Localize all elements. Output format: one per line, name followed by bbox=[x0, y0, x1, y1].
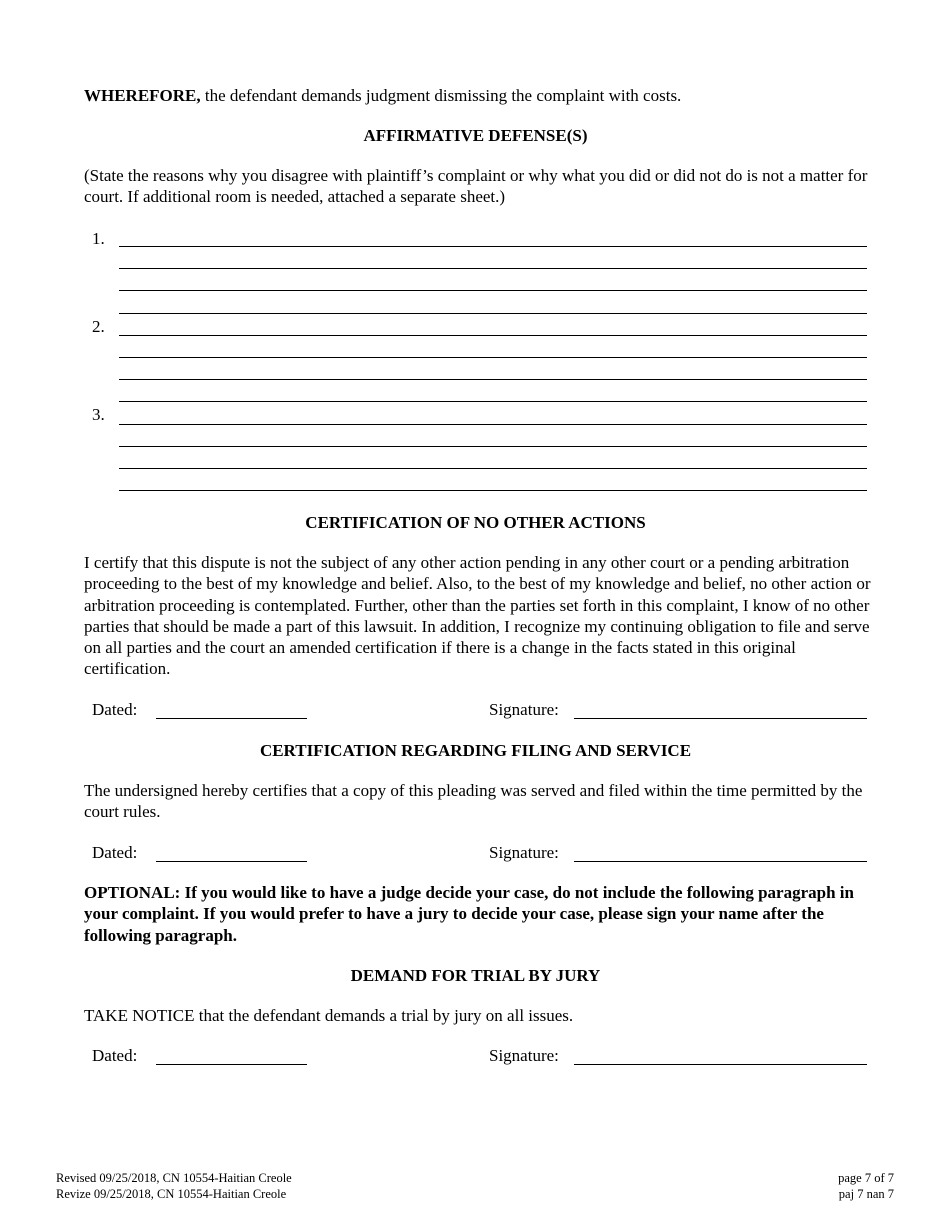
signature-label: Signature: bbox=[489, 843, 559, 862]
defense-2-line-4[interactable] bbox=[119, 401, 867, 402]
signature-row-3 bbox=[84, 1045, 867, 1069]
defense-3-line-4[interactable] bbox=[119, 490, 867, 491]
signature-row-1 bbox=[84, 699, 867, 723]
dated-label: Dated: bbox=[92, 700, 138, 719]
no-other-actions-heading: CERTIFICATION OF NO OTHER ACTIONS bbox=[305, 513, 646, 532]
defense-number-1: 1. bbox=[92, 229, 105, 248]
defense-2-line-3[interactable] bbox=[119, 379, 867, 380]
signature-label: Signature: bbox=[489, 1046, 559, 1065]
wherefore-lead: WHEREFORE, bbox=[84, 86, 201, 105]
jury-demand-body: TAKE NOTICE that the defendant demands a trial by jury on all issues. bbox=[84, 1006, 574, 1025]
footer-page-number bbox=[838, 1171, 894, 1202]
signature-label: Signature: bbox=[489, 700, 559, 719]
affirmative-defenses-heading: AFFIRMATIVE DEFENSE(S) bbox=[363, 126, 588, 145]
defense-3-line-1[interactable] bbox=[119, 424, 867, 425]
signature-row-2 bbox=[84, 842, 867, 866]
signature-field[interactable] bbox=[574, 1064, 867, 1065]
defense-3-line-2[interactable] bbox=[119, 446, 867, 447]
defense-2-line-1[interactable] bbox=[119, 335, 867, 336]
jury-demand-heading: DEMAND FOR TRIAL BY JURY bbox=[350, 966, 601, 985]
filing-service-heading: CERTIFICATION REGARDING FILING AND SERVICE bbox=[259, 741, 692, 760]
defense-3-line-3[interactable] bbox=[119, 468, 867, 469]
defense-number-3: 3. bbox=[92, 405, 105, 424]
defense-1-line-1[interactable] bbox=[119, 246, 867, 247]
signature-field[interactable] bbox=[574, 861, 867, 862]
dated-label: Dated: bbox=[92, 1046, 138, 1065]
no-other-actions-body: I certify that this dispute is not the subject of any other action pending in any other court or a pending arbitration proceeding to the best of my knowledge and belief. Also, to the best of my knowledge and belief, no other action or arbitration proceeding is contemplated. Further, other than the parties set forth in this complaint, I know of no other parties that should be made a part of this lawsuit. In addition, I recognize my continuing obligation to file and serve on all parties and the court an amended certification if there is a change in the facts stated in this original certification. bbox=[84, 553, 871, 679]
dated-field[interactable] bbox=[156, 1064, 307, 1065]
footer-revised-creole: Revize 09/25/2018, CN 10554-Haitian Creole bbox=[56, 1186, 287, 1201]
defense-1-line-3[interactable] bbox=[119, 290, 867, 291]
signature-field[interactable] bbox=[574, 718, 867, 719]
page-number-english: page 7 of 7 bbox=[838, 1171, 894, 1185]
dated-field[interactable] bbox=[156, 861, 307, 862]
dated-label: Dated: bbox=[92, 843, 138, 862]
page-number-creole: paj 7 nan 7 bbox=[838, 1186, 894, 1201]
wherefore-text: the defendant demands judgment dismissing the complaint with costs. bbox=[200, 86, 682, 105]
footer-revision bbox=[56, 1171, 292, 1202]
dated-field[interactable] bbox=[156, 718, 307, 719]
optional-jury-note: OPTIONAL: If you would like to have a judge decide your case, do not include the following paragraph in your complaint. If you would prefer to have a jury to decide your case, please sign your name after the following paragraph. bbox=[84, 883, 854, 945]
defense-1-line-4[interactable] bbox=[119, 313, 867, 314]
defense-1-line-2[interactable] bbox=[119, 268, 867, 269]
defense-2-line-2[interactable] bbox=[119, 357, 867, 358]
defense-number-2: 2. bbox=[92, 317, 105, 336]
footer-revised-english: Revised 09/25/2018, CN 10554-Haitian Creole bbox=[56, 1171, 292, 1185]
wherefore-statement bbox=[84, 85, 681, 106]
affirmative-defenses-instructions: (State the reasons why you disagree with plaintiff’s complaint or why what you did or did not do is not a matter for court. If additional room is needed, attached a separate sheet.) bbox=[84, 166, 868, 207]
filing-service-body: The undersigned hereby certifies that a copy of this pleading was served and filed within the time permitted by the court rules. bbox=[84, 781, 863, 822]
